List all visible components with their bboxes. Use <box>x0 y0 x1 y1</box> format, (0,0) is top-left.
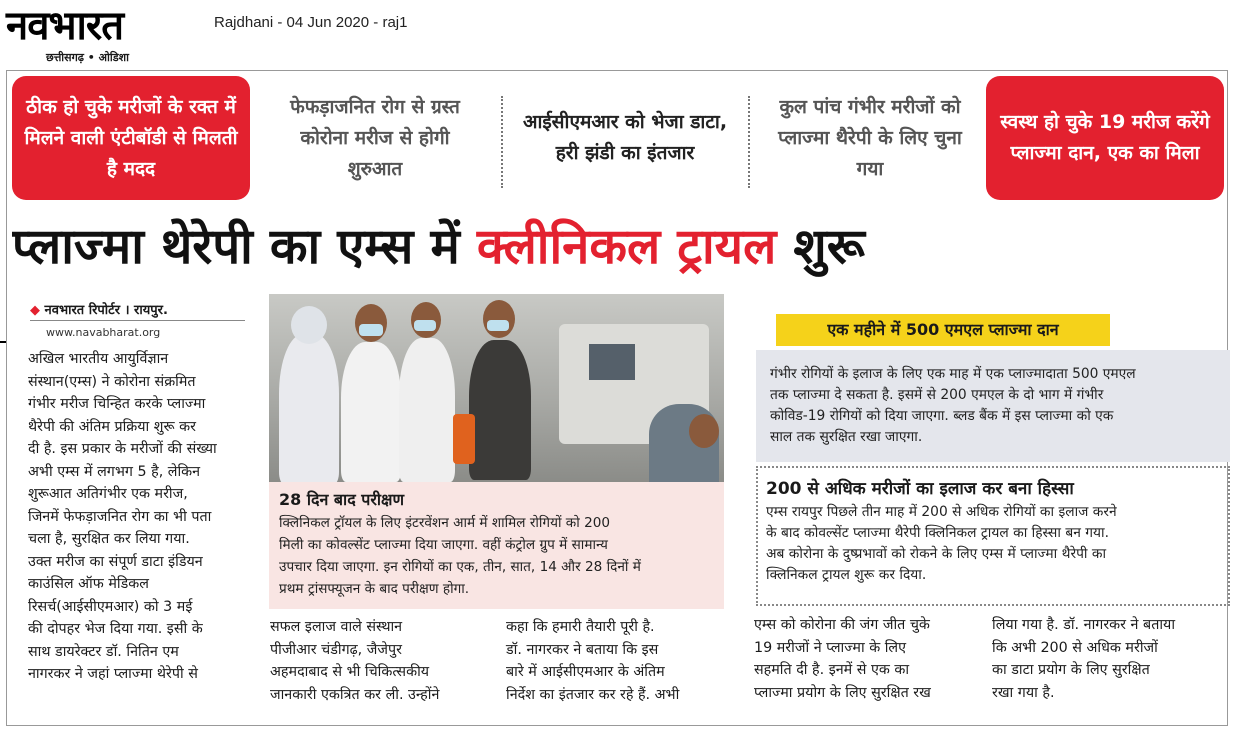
photo-figure <box>291 306 327 344</box>
photo-figure <box>469 340 531 480</box>
byline-diamond-icon: ◆ <box>30 303 40 318</box>
text-line: एम्स रायपुर पिछले तीन माह में 200 से अधिक रोगियों का इलाज करने <box>766 504 1117 520</box>
text-line: का डाटा प्रयोग के लिए सुरक्षित <box>992 662 1150 678</box>
article-column-3 <box>506 616 724 706</box>
text-line: लिया गया है. डॉ. नागरकर ने बताया <box>992 617 1176 633</box>
teaser-icmr: आईसीएमआर को भेजा डाटा, हरी झंडी का इंतजार <box>522 111 728 164</box>
teaser-lung-disease: फेफड़ाजनित रोग से ग्रस्त कोरोना मरीज से होगी शुरुआत <box>290 95 460 180</box>
text-line: गंभीर मरीज चिन्हित करके प्लाज्मा <box>28 396 206 412</box>
logo-wordmark: नवभारत <box>6 2 124 49</box>
photo-figure <box>414 320 436 331</box>
photo-figure <box>341 342 401 482</box>
text-line: निर्देश का इंतजार कर रहे हैं. अभी <box>506 686 680 703</box>
edition-label: Rajdhani - 04 Jun 2020 - raj1 <box>214 14 408 31</box>
text-line: की दोपहर भेज दिया गया. इसी के <box>28 621 203 637</box>
text-line: डॉ. नागरकर ने बताया कि इस <box>506 641 659 658</box>
text-line: नागरकर ने जहां प्लाज्मा थेरेपी से <box>28 666 198 682</box>
photo-figure <box>279 334 339 482</box>
text-line: क्लिनिकल ट्रायल शुरू कर दिया. <box>766 567 927 583</box>
text-line: अभी एम्स में लगभग 5 है, लेकिन <box>28 463 201 480</box>
newspaper-logo <box>6 4 198 62</box>
text-line: चला है, सुरक्षित कर लिया गया. <box>28 531 190 547</box>
text-line: अखिल भारतीय आयुर्विज्ञान <box>28 351 169 367</box>
article-column-5 <box>992 614 1210 704</box>
text-line: कि अभी 200 से अधिक मरीजों <box>992 639 1158 656</box>
text-line: उक्त मरीज का संपूर्ण डाटा इंडियन <box>28 553 203 570</box>
byline-reporter: नवभारत रिपोर्टर । रायपुर. <box>44 303 168 318</box>
text-line: जानकारी एकत्रित कर ली. उन्होंने <box>270 686 440 703</box>
text-line: अहमदाबाद से भी चिकित्सकीय <box>270 664 430 680</box>
photo-figure <box>689 414 719 448</box>
text-line: प्लाज्मा प्रयोग के लिए सुरक्षित रख <box>754 684 931 701</box>
website-url: www.navabharat.org <box>46 326 161 339</box>
article-column-2 <box>270 616 486 706</box>
infobox-body <box>766 502 1220 586</box>
photo-figure <box>355 304 387 342</box>
text-line: पीजीआर चंडीगढ़, जैजेपुर <box>270 641 402 658</box>
news-photo <box>269 294 724 482</box>
article-column-1 <box>28 348 244 686</box>
teaser-divider <box>501 96 503 188</box>
text-line: काउंसिल ऑफ मेडिकल <box>28 576 149 592</box>
infobox-body-plasma-donation <box>756 350 1230 462</box>
headline <box>12 214 1222 282</box>
headline-highlight: क्लीनिकल ट्रायल <box>476 218 777 275</box>
text-line: साल तक सुरक्षित रखा जाएगा. <box>770 429 923 445</box>
photo-caption-box <box>269 482 724 609</box>
caption-body <box>279 512 714 600</box>
text-line: जिनमें फेफड़ाजनित रोग का भी पता <box>28 508 212 525</box>
text-line: अब कोरोना के दुष्प्रभावों को रोकने के लिए एम्स में प्लाज्मा थैरेपी का <box>766 546 1107 562</box>
text-line: क्लिनिकल ट्रॉयल के लिए इंटरवेंशन आर्म में शामिल रोगियों को 200 <box>279 515 611 531</box>
article-column-4 <box>754 614 968 704</box>
photo-figure <box>453 414 475 464</box>
logo-subtitle: छत्तीसगढ़ • ओडिशा <box>46 51 129 64</box>
byline-rule <box>30 320 245 321</box>
photo-figure <box>487 320 509 331</box>
text-line: सफल इलाज वाले संस्थान <box>270 619 403 635</box>
text-line: तक प्लाज्मा दे सकता है. इसमें से 200 एमएल के दो भाग में गंभीर <box>770 387 1104 403</box>
teaser-divider <box>748 96 750 188</box>
photo-figure <box>399 338 455 482</box>
text-line: कहा कि हमारी तैयारी पूरी है. <box>506 619 655 635</box>
byline <box>30 300 168 318</box>
photo-figure <box>589 344 635 380</box>
text-line: रिसर्च(आईसीएमआर) को 3 मई <box>28 598 193 615</box>
text-line: गंभीर रोगियों के इलाज के लिए एक माह में एक प्लाज्मादाता 500 एमएल <box>770 366 1136 382</box>
crop-mark <box>0 341 6 343</box>
caption-title: 28 दिन बाद परीक्षण <box>279 490 405 509</box>
teaser-antibody: ठीक हो चुके मरीजों के रक्त में मिलने वाली एंटीबॉडी से मिलती है मदद <box>12 76 250 200</box>
infobox-200-patients <box>756 466 1230 606</box>
photo-figure <box>359 324 383 336</box>
text-line: मिली का कोवल्सेंट प्लाज्मा दिया जाएगा. वहीं कंट्रोल ग्रुप में सामान्य <box>279 537 608 553</box>
infobox-title: 200 से अधिक मरीजों का इलाज कर बना हिस्सा <box>766 479 1074 499</box>
teaser-five-patients: कुल पांच गंभीर मरीजों को प्लाज्मा थैरेपी के लिए चुना गया <box>778 95 962 180</box>
headline-part3: शुरू <box>776 218 865 275</box>
text-line: थैरेपी की अंतिम प्रक्रिया शुरू कर <box>28 418 197 435</box>
text-line: प्रथम ट्रांसफ्यूजन के बाद परीक्षण होगा. <box>279 581 470 597</box>
headline-part1: प्लाज्मा थेरेपी का एम्स में <box>12 218 477 275</box>
text-line: शुरूआत अतिगंभीर एक मरीज, <box>28 486 188 502</box>
teaser-donors: स्वस्थ हो चुके 19 मरीज करेंगे प्लाज्मा दान, एक का मिला <box>986 76 1224 200</box>
text-line: उपचार दिया जाएगा. इन रोगियों का एक, तीन, सात, 14 और 28 दिनों में <box>279 559 641 575</box>
photo-figure <box>483 300 515 338</box>
text-line: कोविड-19 रोगियों को दिया जाएगा. ब्लड बैंक में इस प्लाज्मा को एक <box>770 408 1114 424</box>
text-line: सहमति दी है. इनमें से एक का <box>754 662 910 678</box>
text-line: दी है. इस प्रकार के मरीजों की संख्या <box>28 441 217 457</box>
text-line: संस्थान(एम्स) ने कोरोना संक्रमित <box>28 373 196 390</box>
text-line: के बाद कोवल्सेंट प्लाज्मा थैरेपी क्लिनिकल ट्रायल का हिस्सा बन गया. <box>766 525 1109 541</box>
text-line: बारे में आईसीएमआर के अंतिम <box>506 664 665 680</box>
infobox-header-plasma-donation: एक महीने में 500 एमएल प्लाज्मा दान <box>776 314 1110 346</box>
text-line: साथ डायरेक्टर डॉ. नितिन एम <box>28 643 179 660</box>
text-line: रखा गया है. <box>992 684 1055 701</box>
text-line: एम्स को कोरोना की जंग जीत चुके <box>754 617 930 633</box>
text-line: 19 मरीजों ने प्लाज्मा के लिए <box>754 639 907 656</box>
